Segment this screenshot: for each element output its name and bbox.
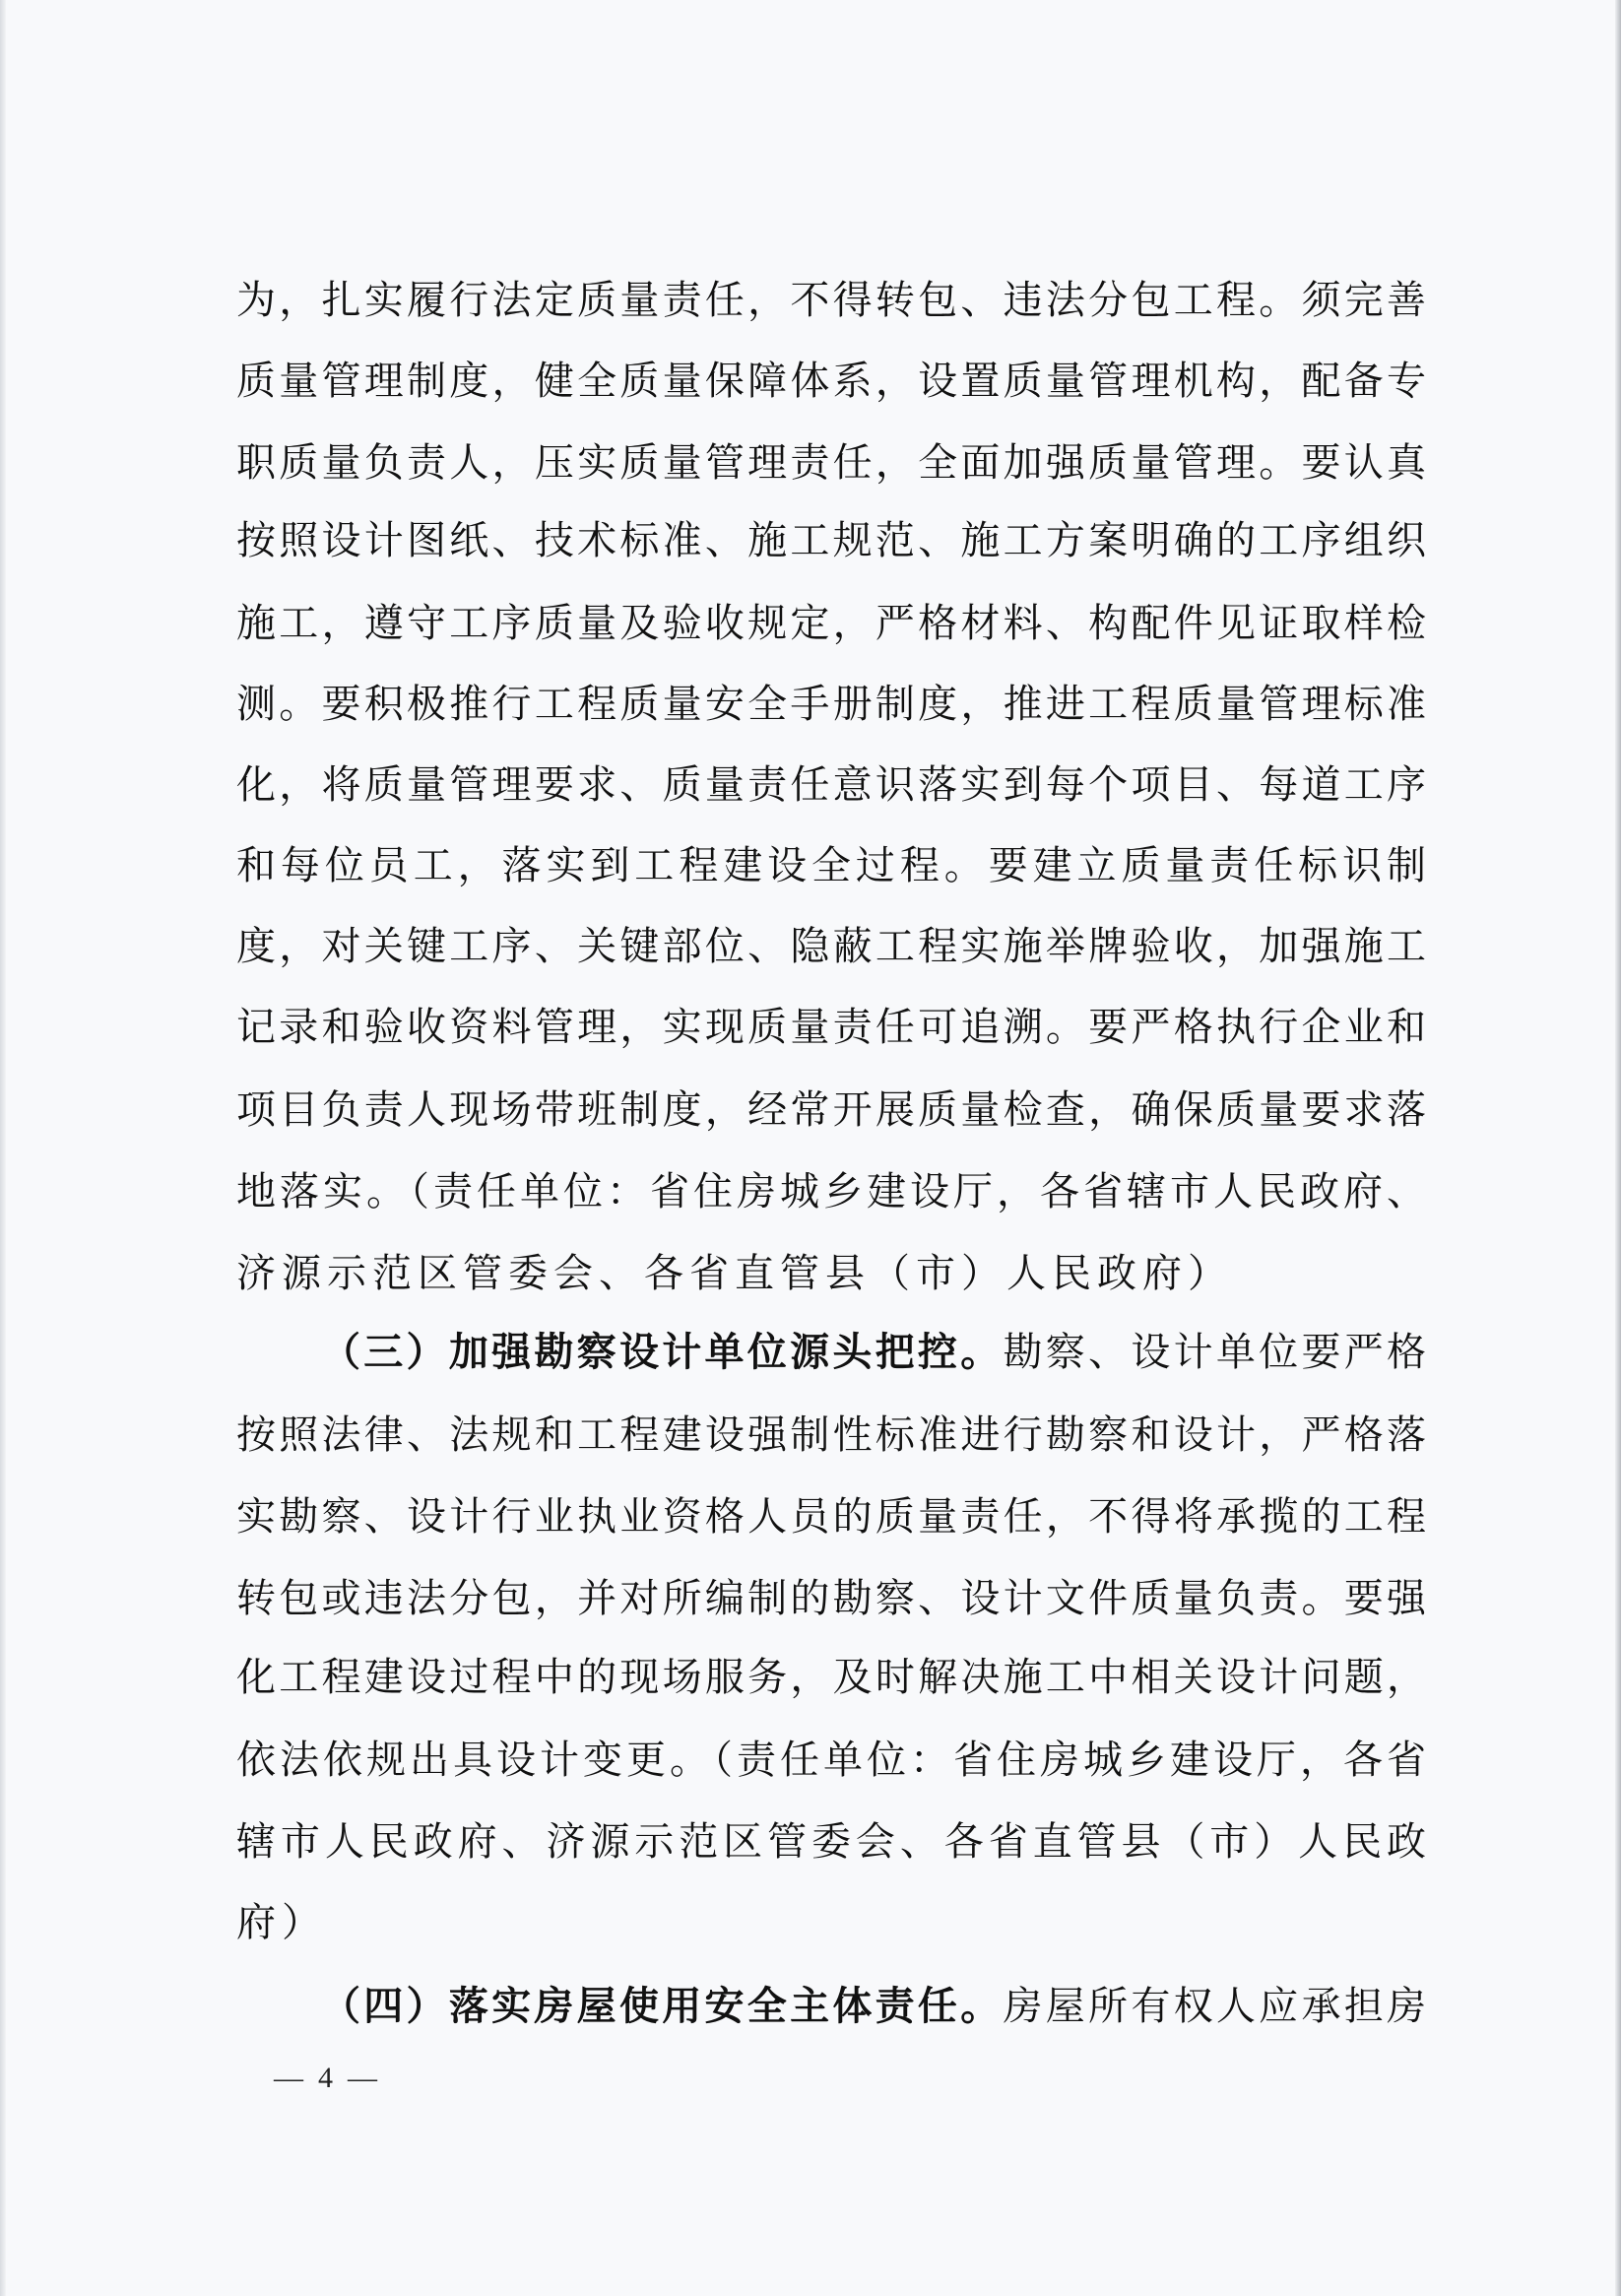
page-number: — 4 — [274, 2062, 377, 2094]
page-right-edge [1615, 0, 1621, 2296]
body-text-line: 按照法律、法规和工程建设强制性标准进行勘察和设计，严格落 [236, 1412, 1426, 1458]
page-left-edge [0, 0, 6, 2296]
body-text-line: 施工，遵守工序质量及验收规定，严格材料、构配件见证取样检 [236, 601, 1426, 646]
body-text-line: 化，将质量管理要求、质量责任意识落实到每个项目、每道工序 [236, 762, 1426, 808]
body-text-line: 记录和验收资料管理，实现质量责任可追溯。要严格执行企业和 [236, 1005, 1426, 1050]
body-text-line: 实勘察、设计行业执业资格人员的质量责任，不得将承揽的工程 [236, 1494, 1426, 1540]
body-text-line: 辖市人民政府、济源示范区管委会、各省直管县（市）人民政 [236, 1819, 1426, 1865]
body-text: 勘察、设计单位要严格 [1003, 1330, 1427, 1375]
body-text-line: 转包或违法分包，并对所编制的勘察、设计文件质量负责。要强 [236, 1576, 1426, 1621]
body-text-line: 为，扎实履行法定质量责任，不得转包、违法分包工程。须完善 [236, 278, 1426, 323]
body-text-line: 职质量负责人，压实质量管理责任，全面加强质量管理。要认真 [236, 440, 1426, 486]
body-text-line: 府） [236, 1900, 327, 1945]
body-text-line: 项目负责人现场带班制度，经常开展质量检查，确保质量要求落 [236, 1087, 1426, 1133]
section-heading-4: （四）落实房屋使用安全主体责任。 [321, 1983, 1004, 2029]
section-heading-line [321, 1328, 1426, 1377]
body-text: 房屋所有权人应承担房 [1003, 1984, 1427, 2029]
body-text-line: 度，对关键工序、关键部位、隐蔽工程实施举牌验收，加强施工 [236, 924, 1426, 969]
body-text-line: 和每位员工，落实到工程建设全过程。要建立质量责任标识制 [236, 843, 1426, 888]
body-text-line: 质量管理制度，健全质量保障体系，设置质量管理机构，配备专 [236, 359, 1426, 404]
body-text-line: 按照设计图纸、技术标准、施工规范、施工方案明确的工序组织 [236, 518, 1426, 563]
body-text-line: 测。要积极推行工程质量安全手册制度，推进工程质量管理标准 [236, 682, 1426, 727]
section-heading-3: （三）加强勘察设计单位源头把控。 [321, 1329, 1004, 1375]
body-text-line: 依法依规出具设计变更。（责任单位：省住房城乡建设厅，各省 [236, 1738, 1426, 1783]
body-text-line: 化工程建设过程中的现场服务，及时解决施工中相关设计问题， [236, 1655, 1426, 1700]
body-text-line: 地落实。（责任单位：省住房城乡建设厅，各省辖市人民政府、 [236, 1169, 1426, 1214]
body-text-line: 济源示范区管委会、各省直管县（市）人民政府） [236, 1251, 1233, 1296]
section-heading-line [321, 1982, 1426, 2031]
